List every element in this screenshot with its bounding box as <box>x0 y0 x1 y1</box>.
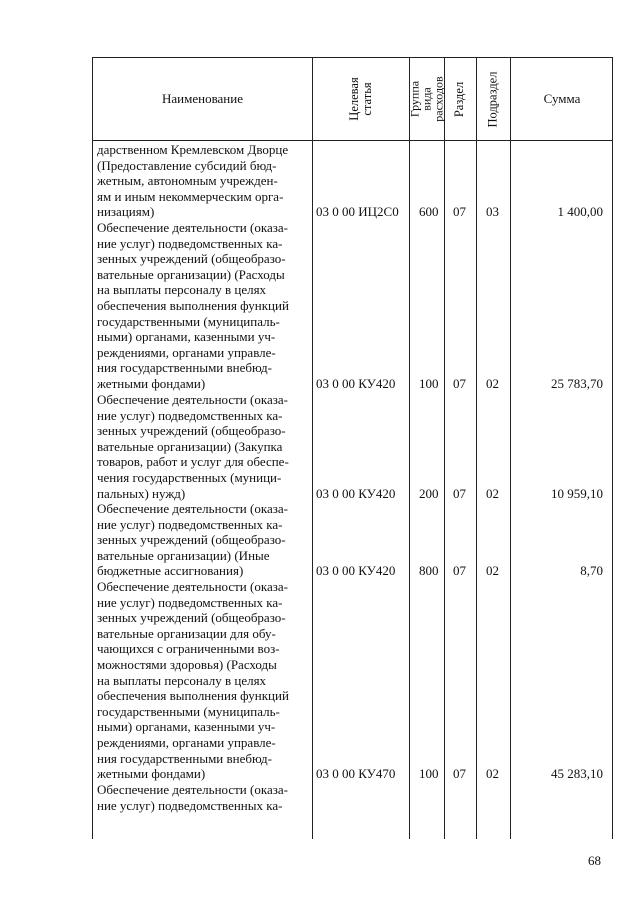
row-name: Обеспечение деятельности (оказа- ние услуг) подведомственных ка- <box>97 782 288 813</box>
budget-table <box>92 57 613 839</box>
col-divider <box>312 58 313 839</box>
row-group: 200 <box>419 486 439 501</box>
header-section <box>444 58 476 140</box>
header-subsection-label: Подраздел <box>485 71 500 127</box>
row-subsection: 03 <box>486 204 499 219</box>
row-group: 600 <box>419 204 439 219</box>
row-name: Обеспечение деятельности (оказа- ние услуг) подведомственных ка- зенных учреждений (общеобразо- вательные организации) (Закупка товаров, работ и услуг для обеспе- чения государственных (муници- пальных) нужд) <box>97 392 289 501</box>
header-subsection <box>476 58 510 140</box>
col-divider <box>510 58 511 839</box>
row-sum: 10 959,10 <box>551 486 603 501</box>
row-target: 03 0 00 КУ420 <box>316 486 396 501</box>
row-section: 07 <box>453 766 466 781</box>
row-group: 100 <box>419 376 439 391</box>
row-name: дарственном Кремлевском Дворце (Предоставление субсидий бюд- жетным, автономным учрежден- ям и иным некоммерческим орга- низациям) <box>97 142 289 220</box>
header-expense-group <box>409 58 444 140</box>
row-section: 07 <box>453 376 466 391</box>
col-divider <box>444 58 445 839</box>
row-sum: 25 783,70 <box>551 376 603 391</box>
header-sum <box>510 58 614 140</box>
row-subsection: 02 <box>486 376 499 391</box>
row-group: 100 <box>419 766 439 781</box>
row-sum: 1 400,00 <box>557 204 603 219</box>
row-target: 03 0 00 ИЦ2С0 <box>316 204 399 219</box>
row-section: 07 <box>453 204 466 219</box>
row-subsection: 02 <box>486 766 499 781</box>
header-name-label: Наименование <box>162 91 243 106</box>
row-target: 03 0 00 КУ470 <box>316 766 396 781</box>
row-subsection: 02 <box>486 563 499 578</box>
row-sum: 8,70 <box>580 563 603 578</box>
header-name <box>93 58 312 140</box>
row-target: 03 0 00 КУ420 <box>316 376 396 391</box>
row-name: Обеспечение деятельности (оказа- ние услуг) подведомственных ка- зенных учреждений (общеобразо- вательные организации для обу- чающихся с ограниченными воз- можностями здоровья) (Расходы на выплаты персоналу в целях обеспечения выполнения функций государственными (муниципаль- ными) органами, казенными уч- реждениями, органами управле- ния государственными внебюд- жетными фондами) <box>97 579 289 782</box>
row-subsection: 02 <box>486 486 499 501</box>
page-number: 68 <box>588 853 601 868</box>
header-divider <box>93 140 612 141</box>
header-expense-group-label: Группа вида расходов <box>407 76 446 122</box>
row-name: Обеспечение деятельности (оказа- ние услуг) подведомственных ка- зенных учреждений (общеобразо- вательные организации) (Иные бюджетные ассигнования) <box>97 501 288 579</box>
header-target-label: Целевая статья <box>346 77 374 121</box>
row-sum: 45 283,10 <box>551 766 603 781</box>
row-name: Обеспечение деятельности (оказа- ние услуг) подведомственных ка- зенных учреждений (общеобразо- вательные организации) (Расходы на выплаты персоналу в целях обеспечения выполнения функций государственными (муниципаль- ными) органами, казенными уч- реждениями, органами управле- ния государственными внебюд- жетными фондами) <box>97 220 289 391</box>
header-sum-label: Сумма <box>543 91 581 106</box>
row-group: 800 <box>419 563 439 578</box>
row-section: 07 <box>453 563 466 578</box>
col-divider <box>409 58 410 839</box>
col-divider <box>476 58 477 839</box>
header-target <box>312 58 409 140</box>
row-target: 03 0 00 КУ420 <box>316 563 396 578</box>
row-section: 07 <box>453 486 466 501</box>
header-section-label: Раздел <box>452 81 467 117</box>
